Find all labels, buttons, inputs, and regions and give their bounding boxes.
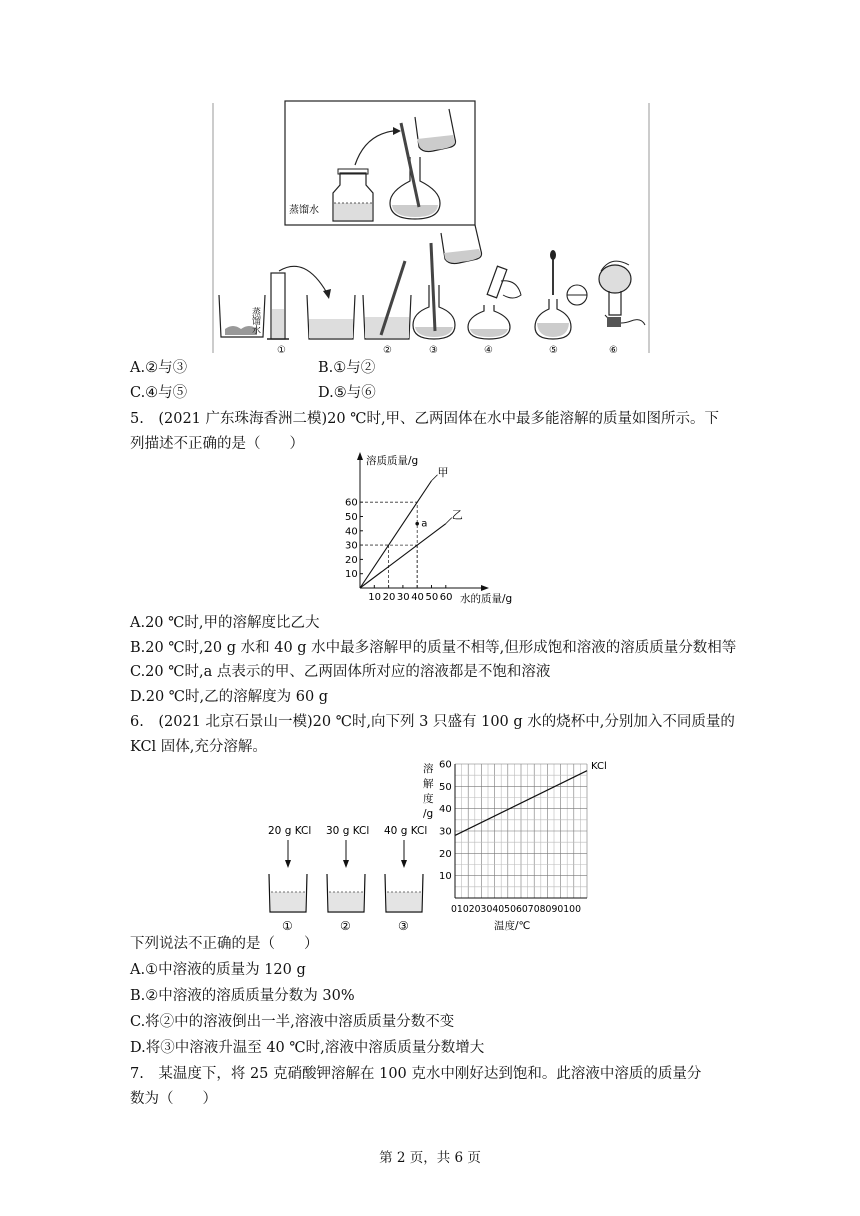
q6-beaker-arrowhead xyxy=(401,860,407,868)
q6-beaker-arrowhead xyxy=(285,860,291,868)
q5-y-tick-label: 20 xyxy=(345,554,358,566)
q6-x-tick-labels: 0102030405060708090100 xyxy=(451,904,581,915)
q6-y-label-char: 度 xyxy=(423,793,434,805)
q4-step-5: ⑤ xyxy=(549,345,558,356)
q6-option-d[interactable]: D.将③中溶液升温至 40 ℃时,溶液中溶质质量分数增大 xyxy=(130,1040,485,1056)
q6-beaker-arrowhead xyxy=(343,860,349,868)
q5-y-tick-label: 60 xyxy=(345,497,358,509)
q5-series-label: 乙 xyxy=(451,508,463,522)
q5-x-tick-label: 30 xyxy=(396,592,410,603)
q6-option-b[interactable]: B.②中溶液的溶质质量分数为 30% xyxy=(130,988,355,1004)
q4-top-label: 蒸馏水 xyxy=(289,205,319,216)
q5-series-line xyxy=(360,481,432,588)
q6-option-a[interactable]: A.①中溶液的质量为 120 g xyxy=(130,962,306,978)
q6-series-label: KCl xyxy=(591,761,607,772)
q6-beaker-label: 20 g KCl xyxy=(268,825,312,837)
q5-x-label: 水的质量/g xyxy=(460,593,513,605)
q4-bottom-label: 蒸馏水 xyxy=(250,307,260,334)
q6-stem-line2: KCl 固体,充分溶解。 xyxy=(130,739,267,755)
q5-y-tick-label: 10 xyxy=(345,569,358,581)
q6-beaker-label: 40 g KCl xyxy=(384,825,428,837)
q6-y-tick-label: 30 xyxy=(439,826,452,838)
q7-stem-line2: 数为（ ） xyxy=(130,1091,217,1107)
q6-beaker-label: 30 g KCl xyxy=(326,825,370,837)
q5-option-d[interactable]: D.20 ℃时,乙的溶解度为 60 g xyxy=(130,689,329,705)
q6-stem-line1: 6. (2021 北京石景山一模)20 ℃时,向下列 3 只盛有 100 g 水的烧杯中,分别加入不同质量的 xyxy=(130,714,735,730)
q6-beaker-liquid xyxy=(271,892,305,911)
q4-step-2: ② xyxy=(383,345,392,356)
q4-step-3: ③ xyxy=(429,345,438,356)
q5-x-tick-label: 20 xyxy=(382,592,396,603)
q5-y-label: 溶质质量/g xyxy=(366,455,419,467)
q6-beakers-figure xyxy=(262,822,442,934)
q6-kcl-solubility-chart xyxy=(420,756,620,934)
q4-option-d[interactable]: D.⑤与⑥ xyxy=(318,385,376,401)
q6-after: 下列说法不正确的是（ ） xyxy=(130,936,319,952)
q6-beaker-liquid xyxy=(387,892,421,911)
q6-beaker-num: ① xyxy=(282,919,293,933)
q6-beaker-num: ③ xyxy=(398,919,409,933)
q5-y-tick-label: 30 xyxy=(345,540,358,552)
q5-y-tick-label: 40 xyxy=(345,526,358,538)
q6-y-tick-label: 60 xyxy=(439,759,452,771)
q6-y-label-char: 解 xyxy=(423,778,434,790)
q7-stem-line1: 7. 某温度下，将 25 克硝酸钾溶解在 100 克水中刚好达到饱和。此溶液中溶质的质量分 xyxy=(130,1066,702,1082)
q5-x-tick-label: 40 xyxy=(411,592,424,603)
q6-y-tick-label: 20 xyxy=(439,848,452,860)
q6-x-label: 温度/℃ xyxy=(494,920,531,932)
q5-stem-line2: 列描述不正确的是（ ） xyxy=(130,436,304,452)
q5-x-tick-label: 50 xyxy=(425,592,439,603)
q5-solubility-chart xyxy=(340,452,520,606)
q5-y-tick-label: 50 xyxy=(345,512,358,523)
q4-option-a[interactable]: A.②与③ xyxy=(130,360,188,376)
q6-beaker-liquid xyxy=(329,892,363,911)
q4-step-1: ① xyxy=(277,345,286,356)
q4-experiment-figure xyxy=(205,95,655,360)
q6-y-tick-label: 50 xyxy=(439,781,452,793)
q5-point-a xyxy=(415,522,419,526)
q5-series-line xyxy=(360,524,446,588)
q4-step-6: ⑥ xyxy=(609,345,618,356)
q5-point-a-label: a xyxy=(421,518,428,530)
page-footer: 第 2 页，共 6 页 xyxy=(379,1150,481,1166)
q6-y-tick-label: 40 xyxy=(439,804,452,816)
q5-stem-line1: 5. (2021 广东珠海香洲二模)20 ℃时,甲、乙两固体在水中最多能溶解的质量如图所示。下 xyxy=(130,411,720,427)
q6-y-tick-label: 10 xyxy=(439,871,452,883)
q6-option-c[interactable]: C.将②中的溶液倒出一半,溶液中溶质质量分数不变 xyxy=(130,1014,455,1030)
q4-step-4: ④ xyxy=(484,345,493,356)
q5-option-b[interactable]: B.20 ℃时,20 g 水和 40 g 水中最多溶解甲的质量不相等,但形成饱和溶液的溶质质量分数相等 xyxy=(130,640,737,656)
q6-y-label-char: 溶 xyxy=(423,763,434,775)
q5-x-tick-label: 60 xyxy=(439,592,453,603)
q5-option-a[interactable]: A.20 ℃时,甲的溶解度比乙大 xyxy=(130,615,320,631)
q5-option-c[interactable]: C.20 ℃时,a 点表示的甲、乙两固体所对应的溶液都是不饱和溶液 xyxy=(130,664,551,680)
q4-option-b[interactable]: B.①与② xyxy=(318,360,376,376)
q6-beaker-num: ② xyxy=(340,919,351,933)
q5-series-label: 甲 xyxy=(437,465,449,479)
q6-y-label-char: /g xyxy=(423,808,434,820)
q5-x-tick-label: 10 xyxy=(368,592,382,603)
q4-option-c[interactable]: C.④与⑤ xyxy=(130,385,188,401)
